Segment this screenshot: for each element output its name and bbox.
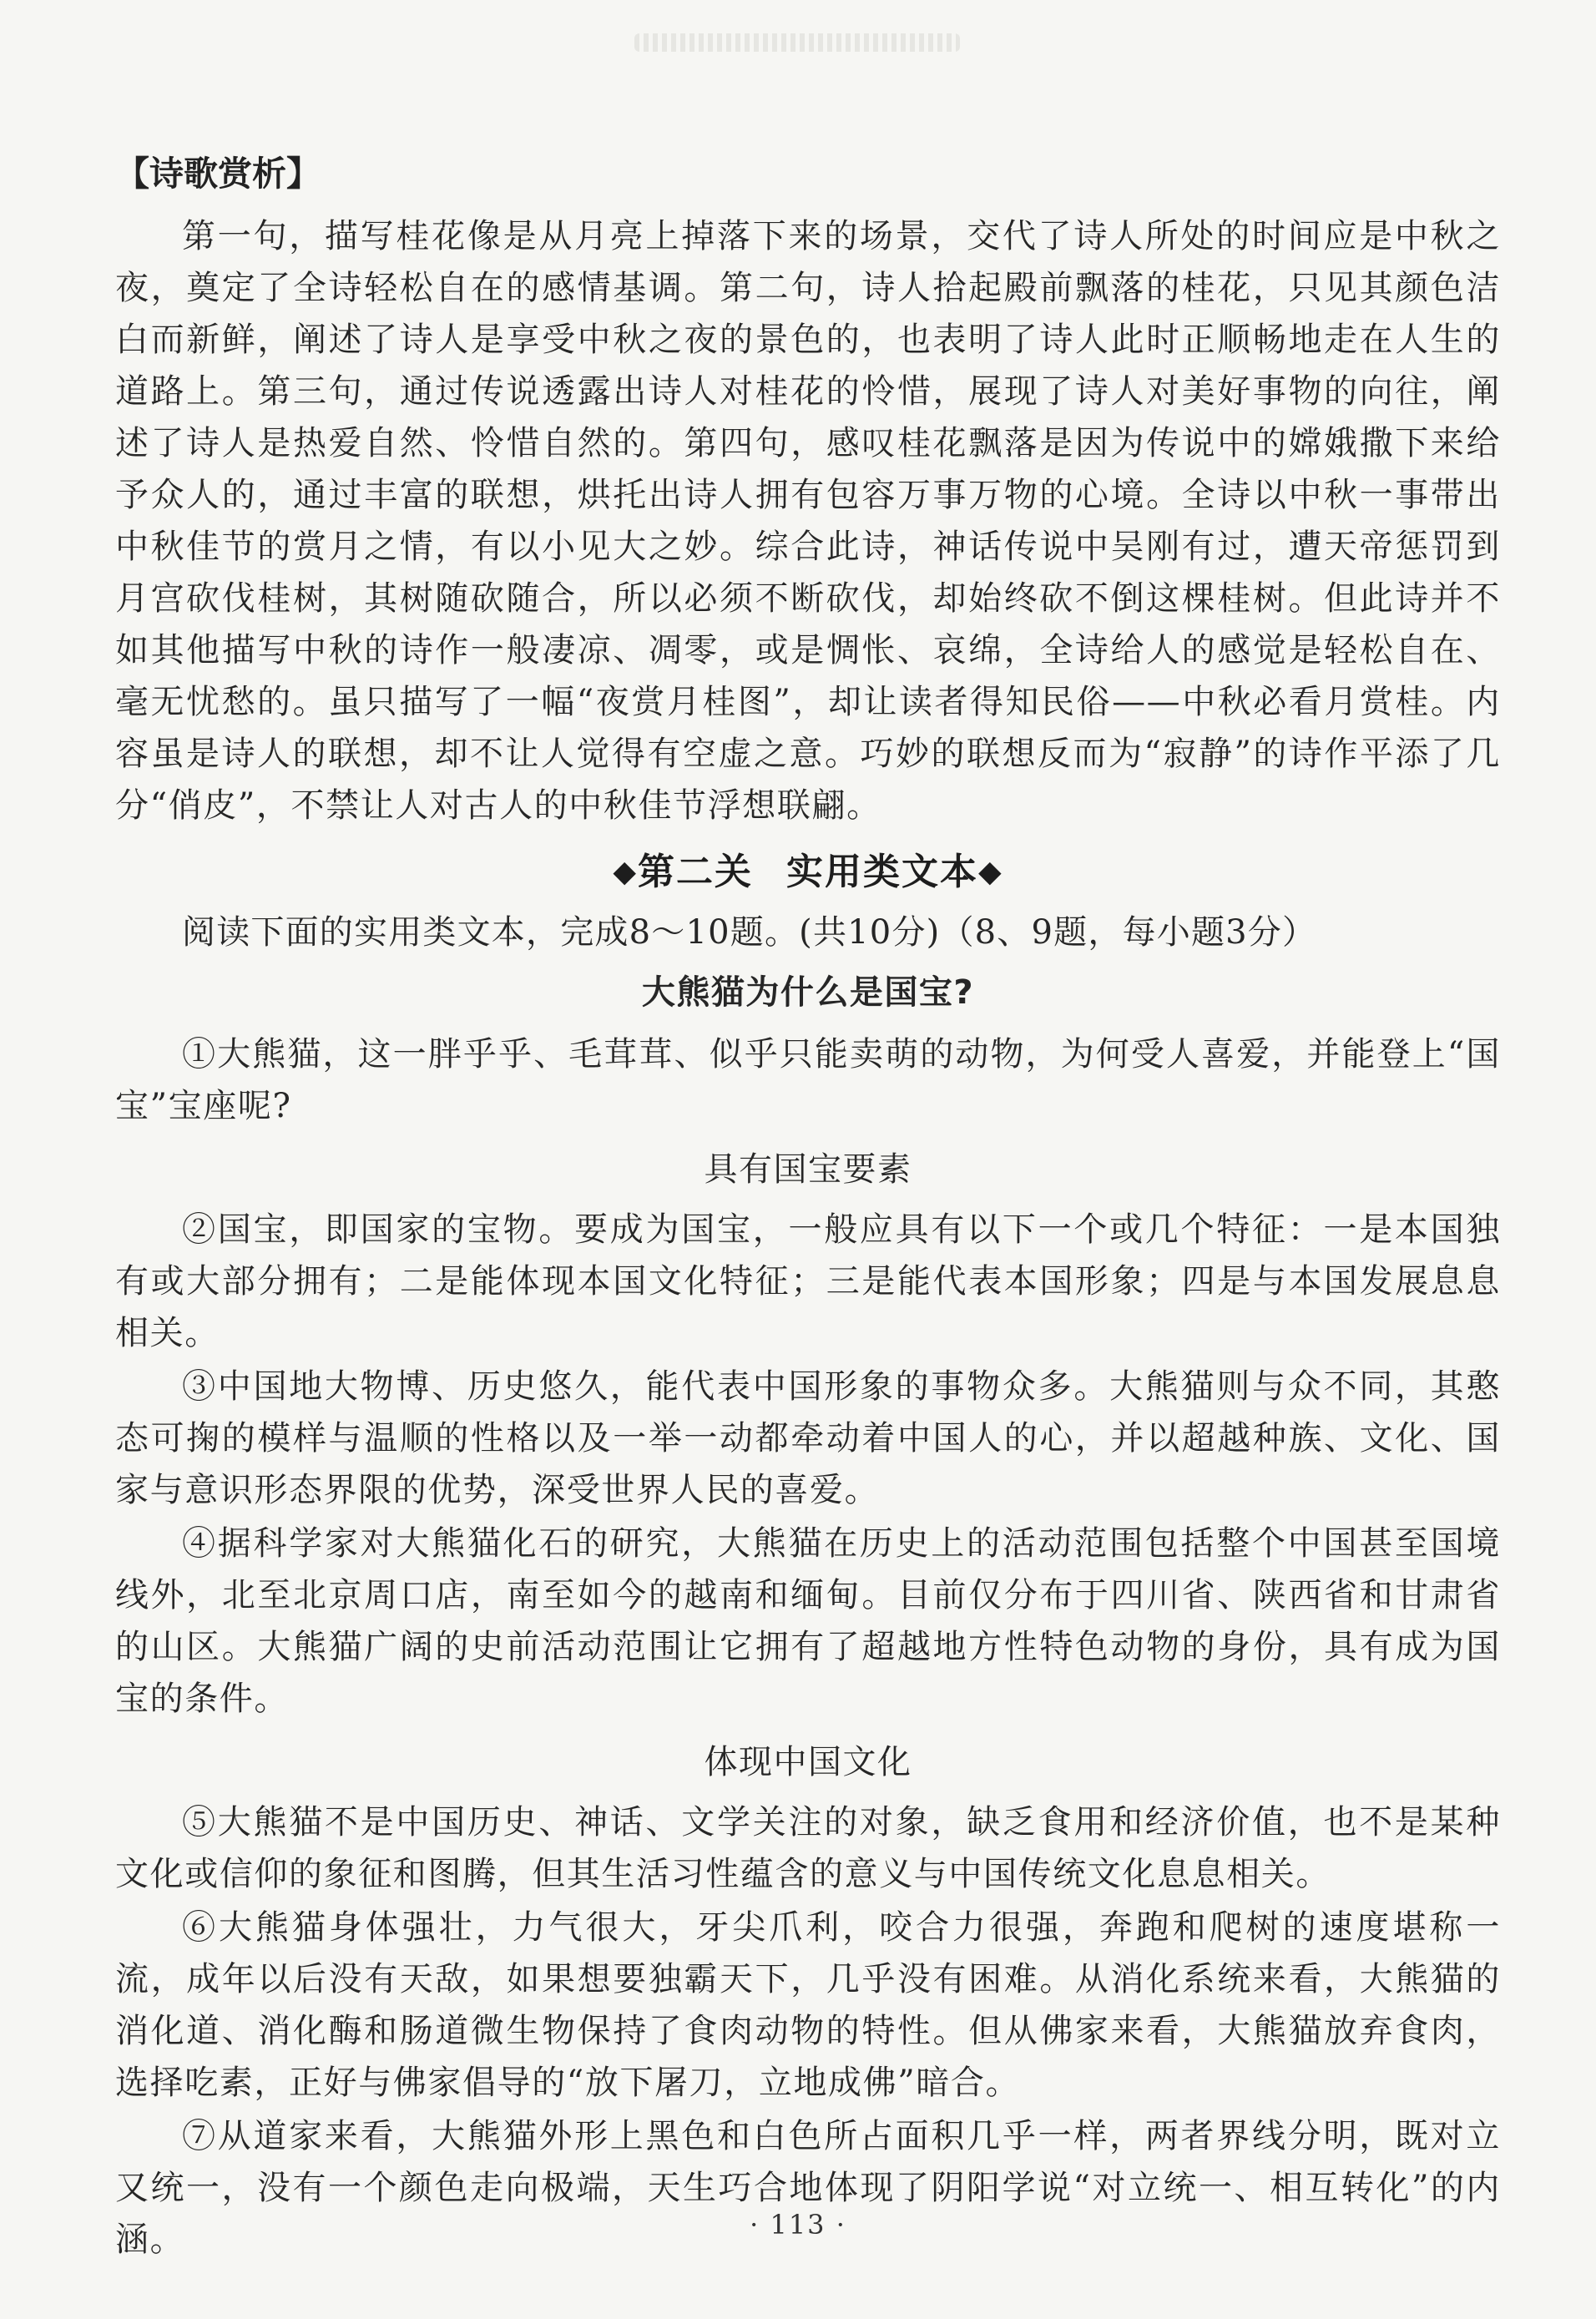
article-paragraph-3: ③中国地大物博、历史悠久，能代表中国形象的事物众多。大熊猫则与众不同，其憨态可掬的模样与温顺的性格以及一举一动都牵动着中国人的心，并以超越种族、文化、国家与意识形态界限的优势，深受世界人民的喜爱。	[115, 1367, 1501, 1509]
section-title	[115, 845, 1501, 900]
article-title: 大熊猫为什么是国宝?	[641, 973, 975, 1012]
article-paragraph-4: ④据科学家对大熊猫化石的研究，大熊猫在历史上的活动范围包括整个中国甚至国境线外，北至北京周口店，南至如今的越南和缅甸。目前仅分布于四川省、陕西省和甘肃省的山区。大熊猫广阔的史前活动范围让它拥有了超越地方性特色动物的身份，具有成为国宝的条件。	[115, 1524, 1501, 1718]
subheading-chinese-culture: 体现中国文化	[704, 1743, 912, 1781]
article-paragraph-2: ②国宝，即国家的宝物。要成为国宝，一般应具有以下一个或几个特征：一是本国独有或大部分拥有；二是能体现本国文化特征；三是能代表本国形象；四是与本国发展息息相关。	[115, 1210, 1501, 1352]
page-content	[115, 149, 1501, 2266]
article-paragraph-1: ①大熊猫，这一胖乎乎、毛茸茸、似乎只能卖萌的动物，为何受人喜爱，并能登上“国宝”宝座呢?	[115, 1035, 1501, 1125]
diamond-icon: ◆	[613, 855, 638, 889]
scan-artifact	[634, 33, 960, 52]
section-label-poetry-appreciation: 【诗歌赏析】	[115, 154, 321, 194]
diamond-icon: ◆	[978, 855, 1003, 889]
reading-instruction: 阅读下面的实用类文本，完成8～10题。(共10分)（8、9题，每小题3分）	[182, 913, 1317, 952]
subheading-national-treasure-elements: 具有国宝要素	[704, 1150, 912, 1189]
poetry-appreciation-paragraph: 第一句，描写桂花像是从月亮上掉落下来的场景，交代了诗人所处的时间应是中秋之夜，奠定了全诗轻松自在的感情基调。第二句，诗人拾起殿前飘落的桂花，只见其颜色洁白而新鲜，阐述了诗人是享受中秋之夜的景色的，也表明了诗人此时正顺畅地走在人生的道路上。第三句，通过传说透露出诗人对桂花的怜惜，展现了诗人对美好事物的向往，阐述了诗人是热爱自然、怜惜自然的。第四句，感叹桂花飘落是因为传说中的嫦娥撒下来给予众人的，通过丰富的联想，烘托出诗人拥有包容万事万物的心境。全诗以中秋一事带出中秋佳节的赏月之情，有以小见大之妙。综合此诗，神话传说中吴刚有过，遭天帝惩罚到月宫砍伐桂树，其树随砍随合，所以必须不断砍伐，却始终砍不倒这棵桂树。但此诗并不如其他描写中秋的诗作一般凄凉、凋零，或是惆怅、哀绵，全诗给人的感觉是轻松自在、毫无忧愁的。虽只描写了一幅“夜赏月桂图”，却让读者得知民俗——中秋必看月赏桂。内容虽是诗人的联想，却不让人觉得有空虚之意。巧妙的联想反而为“寂静”的诗作平添了几分“俏皮”，不禁让人对古人的中秋佳节浮想联翩。	[115, 217, 1501, 825]
section-title-part1: 第二关	[638, 851, 753, 893]
article-paragraph-6: ⑥大熊猫身体强壮，力气很大，牙尖爪利，咬合力很强，奔跑和爬树的速度堪称一流，成年以后没有天敌，如果想要独霸天下，几乎没有困难。从消化系统来看，大熊猫的消化道、消化酶和肠道微生物保持了食肉动物的特性。但从佛家来看，大熊猫放弃食肉，选择吃素，正好与佛家倡导的“放下屠刀，立地成佛”暗合。	[115, 1908, 1501, 2102]
article-paragraph-5: ⑤大熊猫不是中国历史、神话、文学关注的对象，缺乏食用和经济价值，也不是某种文化或信仰的象征和图腾，但其生活习性蕴含的意义与中国传统文化息息相关。	[115, 1803, 1501, 1893]
page-number: · 113 ·	[750, 2209, 846, 2241]
article-paragraph-7: ⑦从道家来看，大熊猫外形上黑色和白色所占面积几乎一样，两者界线分明，既对立又统一，没有一个颜色走向极端，天生巧合地体现了阴阳学说“对立统一、相互转化”的内涵。	[115, 2117, 1501, 2259]
section-title-part2: 实用类文本	[786, 851, 978, 893]
